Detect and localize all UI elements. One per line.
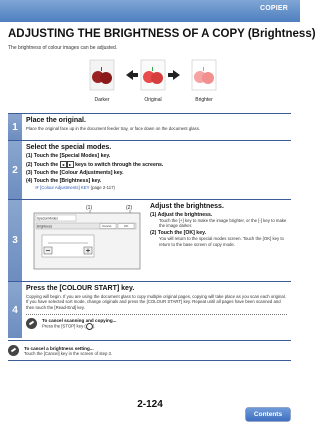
brightness-illustration <box>88 58 218 108</box>
note-title: To cancel a brightness setting... <box>24 345 94 351</box>
substep: (2) Touch the ◂ ▸ keys to switch through the screens. <box>26 161 164 168</box>
cancel-scanning-note <box>26 314 287 330</box>
step-number: 4 <box>8 282 22 338</box>
substep-text: You will return to the special modes screen. Touch the [OK] key to return to the base screen of copy mode. <box>159 236 284 247</box>
step-text: Place the original face up in the document feeder tray, or face down on the document glass. <box>26 126 201 131</box>
note-icon <box>26 318 37 329</box>
substep: (3) Touch the [Colour Adjustments] key. <box>26 170 124 176</box>
substep: (4) Touch the [Brightness] key. <box>26 178 102 184</box>
substep-text: Touch the [+] key to make the image brighter, or the [-] key to make the image darker. <box>159 218 287 229</box>
reference-arrow-icon: ☞ <box>35 185 39 190</box>
note-title: To cancel scanning and copying... <box>42 318 117 324</box>
minus-key-icon <box>44 247 52 254</box>
step-title: Place the original. <box>26 117 86 124</box>
right-arrow-key-icon: ▸ <box>67 161 74 168</box>
note-text: Touch the [Cancel] key in the screen of step 3. <box>24 350 113 356</box>
original-apple-icon <box>141 60 165 90</box>
steps-list <box>8 113 291 338</box>
substep-title: (1) Adjust the brightness. <box>150 212 213 218</box>
arrow-right-icon <box>168 70 180 80</box>
label-original: Original <box>144 97 162 103</box>
note-text: Press the [STOP] key ( ). <box>42 323 96 329</box>
page-reference: (page 2-117) <box>90 185 115 190</box>
mock-title: Special Modes <box>37 216 58 221</box>
brightness-screen-mock <box>26 203 146 273</box>
page-number: 2-124 <box>137 399 163 410</box>
step-2 <box>8 140 291 199</box>
svg-text:OK: OK <box>124 224 129 229</box>
arrow-left-icon <box>126 70 138 80</box>
step-number: 2 <box>8 141 22 199</box>
brighter-apple-icon <box>192 60 216 90</box>
step-number: 1 <box>8 114 22 140</box>
step-4 <box>8 281 291 338</box>
svg-text:Cancel: Cancel <box>102 224 112 229</box>
stop-key-icon <box>86 323 93 330</box>
callout-2: (2) <box>126 205 133 211</box>
note-icon <box>8 345 19 356</box>
contents-button[interactable]: Contents <box>246 408 290 421</box>
substep-title: (2) Touch the [OK] key. <box>150 230 207 237</box>
step-text: Copying will begin. If you are using the document glass to copy multiple original pages, copying will take place as you scan each original. If you have selected sort mode, change originals and press the [COLOUR START] key. Repeat until all pages have been scanned and then touch the [Read-End] key. <box>26 294 286 310</box>
step-1 <box>8 113 291 140</box>
left-arrow-key-icon: ◂ <box>60 161 67 168</box>
step-title: Adjust the brightness. <box>150 203 224 210</box>
label-darker: Darker <box>94 97 110 103</box>
page-title: ADJUSTING THE BRIGHTNESS OF A COPY (Brightness) <box>8 28 316 40</box>
plus-key-icon <box>84 247 92 254</box>
cancel-brightness-note <box>8 340 291 361</box>
section-label: COPIER <box>259 5 288 12</box>
step-number: 3 <box>8 200 22 281</box>
page-subtitle: The brightness of colour images can be adjusted. <box>8 45 118 51</box>
colour-adjustments-link[interactable]: [Colour Adjustments] KEY <box>40 185 90 190</box>
cross-reference <box>35 185 287 191</box>
step-title: Press the [COLOUR START] key. <box>26 285 135 292</box>
header-bar <box>0 0 300 22</box>
darker-apple-icon <box>90 60 114 90</box>
callout-1: (1) <box>86 205 93 211</box>
step-3 <box>8 199 291 281</box>
step-title: Select the special modes. <box>26 144 112 151</box>
substep: (1) Touch the [Special Modes] key. <box>26 153 111 159</box>
mock-field: Brightness <box>37 224 53 229</box>
label-brighter: Brighter <box>195 97 213 103</box>
